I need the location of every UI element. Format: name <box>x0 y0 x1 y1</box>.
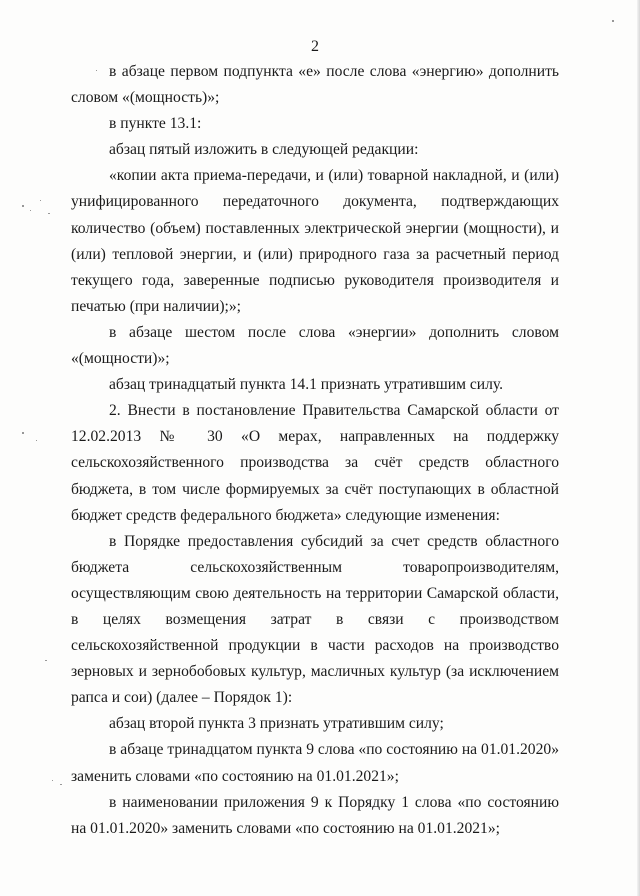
scan-speck <box>48 213 50 214</box>
paragraph-3: абзац пятый изложить в следующей редакции: <box>109 141 419 159</box>
scan-speck <box>45 660 47 661</box>
page-number: 2 <box>311 38 319 55</box>
scan-speck <box>22 432 24 434</box>
paragraph-9: абзац второй пункта 3 признать утратившим силу; <box>109 715 444 733</box>
paragraph-8: в Порядке предоставления субсидий за счет средств областного бюджета сельскохозяйственным товаропроизводителям, осуществляющим свою деятельность на территории Самарской области, в целях возмещения затрат в связи с производством сельскохозяйственной продукции в части расходов на производство зерновых и зернобобовых культур, масличных культур (за исключением рапса и сои) (далее – Порядок 1): <box>71 532 559 707</box>
scan-speck <box>30 210 31 211</box>
scan-speck <box>36 440 37 441</box>
document-body <box>71 59 559 842</box>
paragraph-10: в абзаце тринадцатом пункта 9 слова «по состоянию на 01.01.2020» заменить словами «по состоянию на 01.01.2021»; <box>71 741 559 785</box>
scan-speck <box>612 20 614 22</box>
paragraph-4: «копии акта приема-передачи, и (или) товарной накладной, и (или) унифицированного передаточного документа, подтверждающих количество (объем) поставленных электрической энергии (мощности), и (или) тепловой энергии, и (или) природного газа за расчетный период текущего года, заверенные подписью руководителя производителя и печатью (при наличии);»; <box>71 167 559 315</box>
scan-speck <box>22 205 24 207</box>
scan-speck <box>40 200 41 201</box>
paragraph-7: 2. Внести в постановление Правительства Самарской области от 12.02.2013 № 30 «О мерах, направленных на поддержку сельскохозяйственного производства за счёт средств областного бюджета, в том числе формируемых за счёт поступающих в областной бюджет средств федерального бюджета» следующие изменения: <box>71 402 559 524</box>
paragraph-5: в абзаце шестом после слова «энергии» дополнить словом «(мощности)»; <box>71 323 559 368</box>
scan-speck <box>60 784 62 785</box>
paragraph-6: абзац тринадцатый пункта 14.1 признать утратившим силу. <box>109 376 504 394</box>
paragraph-2: в пункте 13.1: <box>109 115 202 133</box>
scan-speck <box>52 780 53 781</box>
paragraph-1: в абзаце первом подпункта «е» после слова «энергию» дополнить словом «(мощность)»; <box>71 63 559 107</box>
paragraph-11: в наименовании приложения 9 к Порядку 1 слова «по состоянию на 01.01.2020» заменить словами «по состоянию на 01.01.2021»; <box>71 793 559 837</box>
scan-speck <box>96 70 97 71</box>
